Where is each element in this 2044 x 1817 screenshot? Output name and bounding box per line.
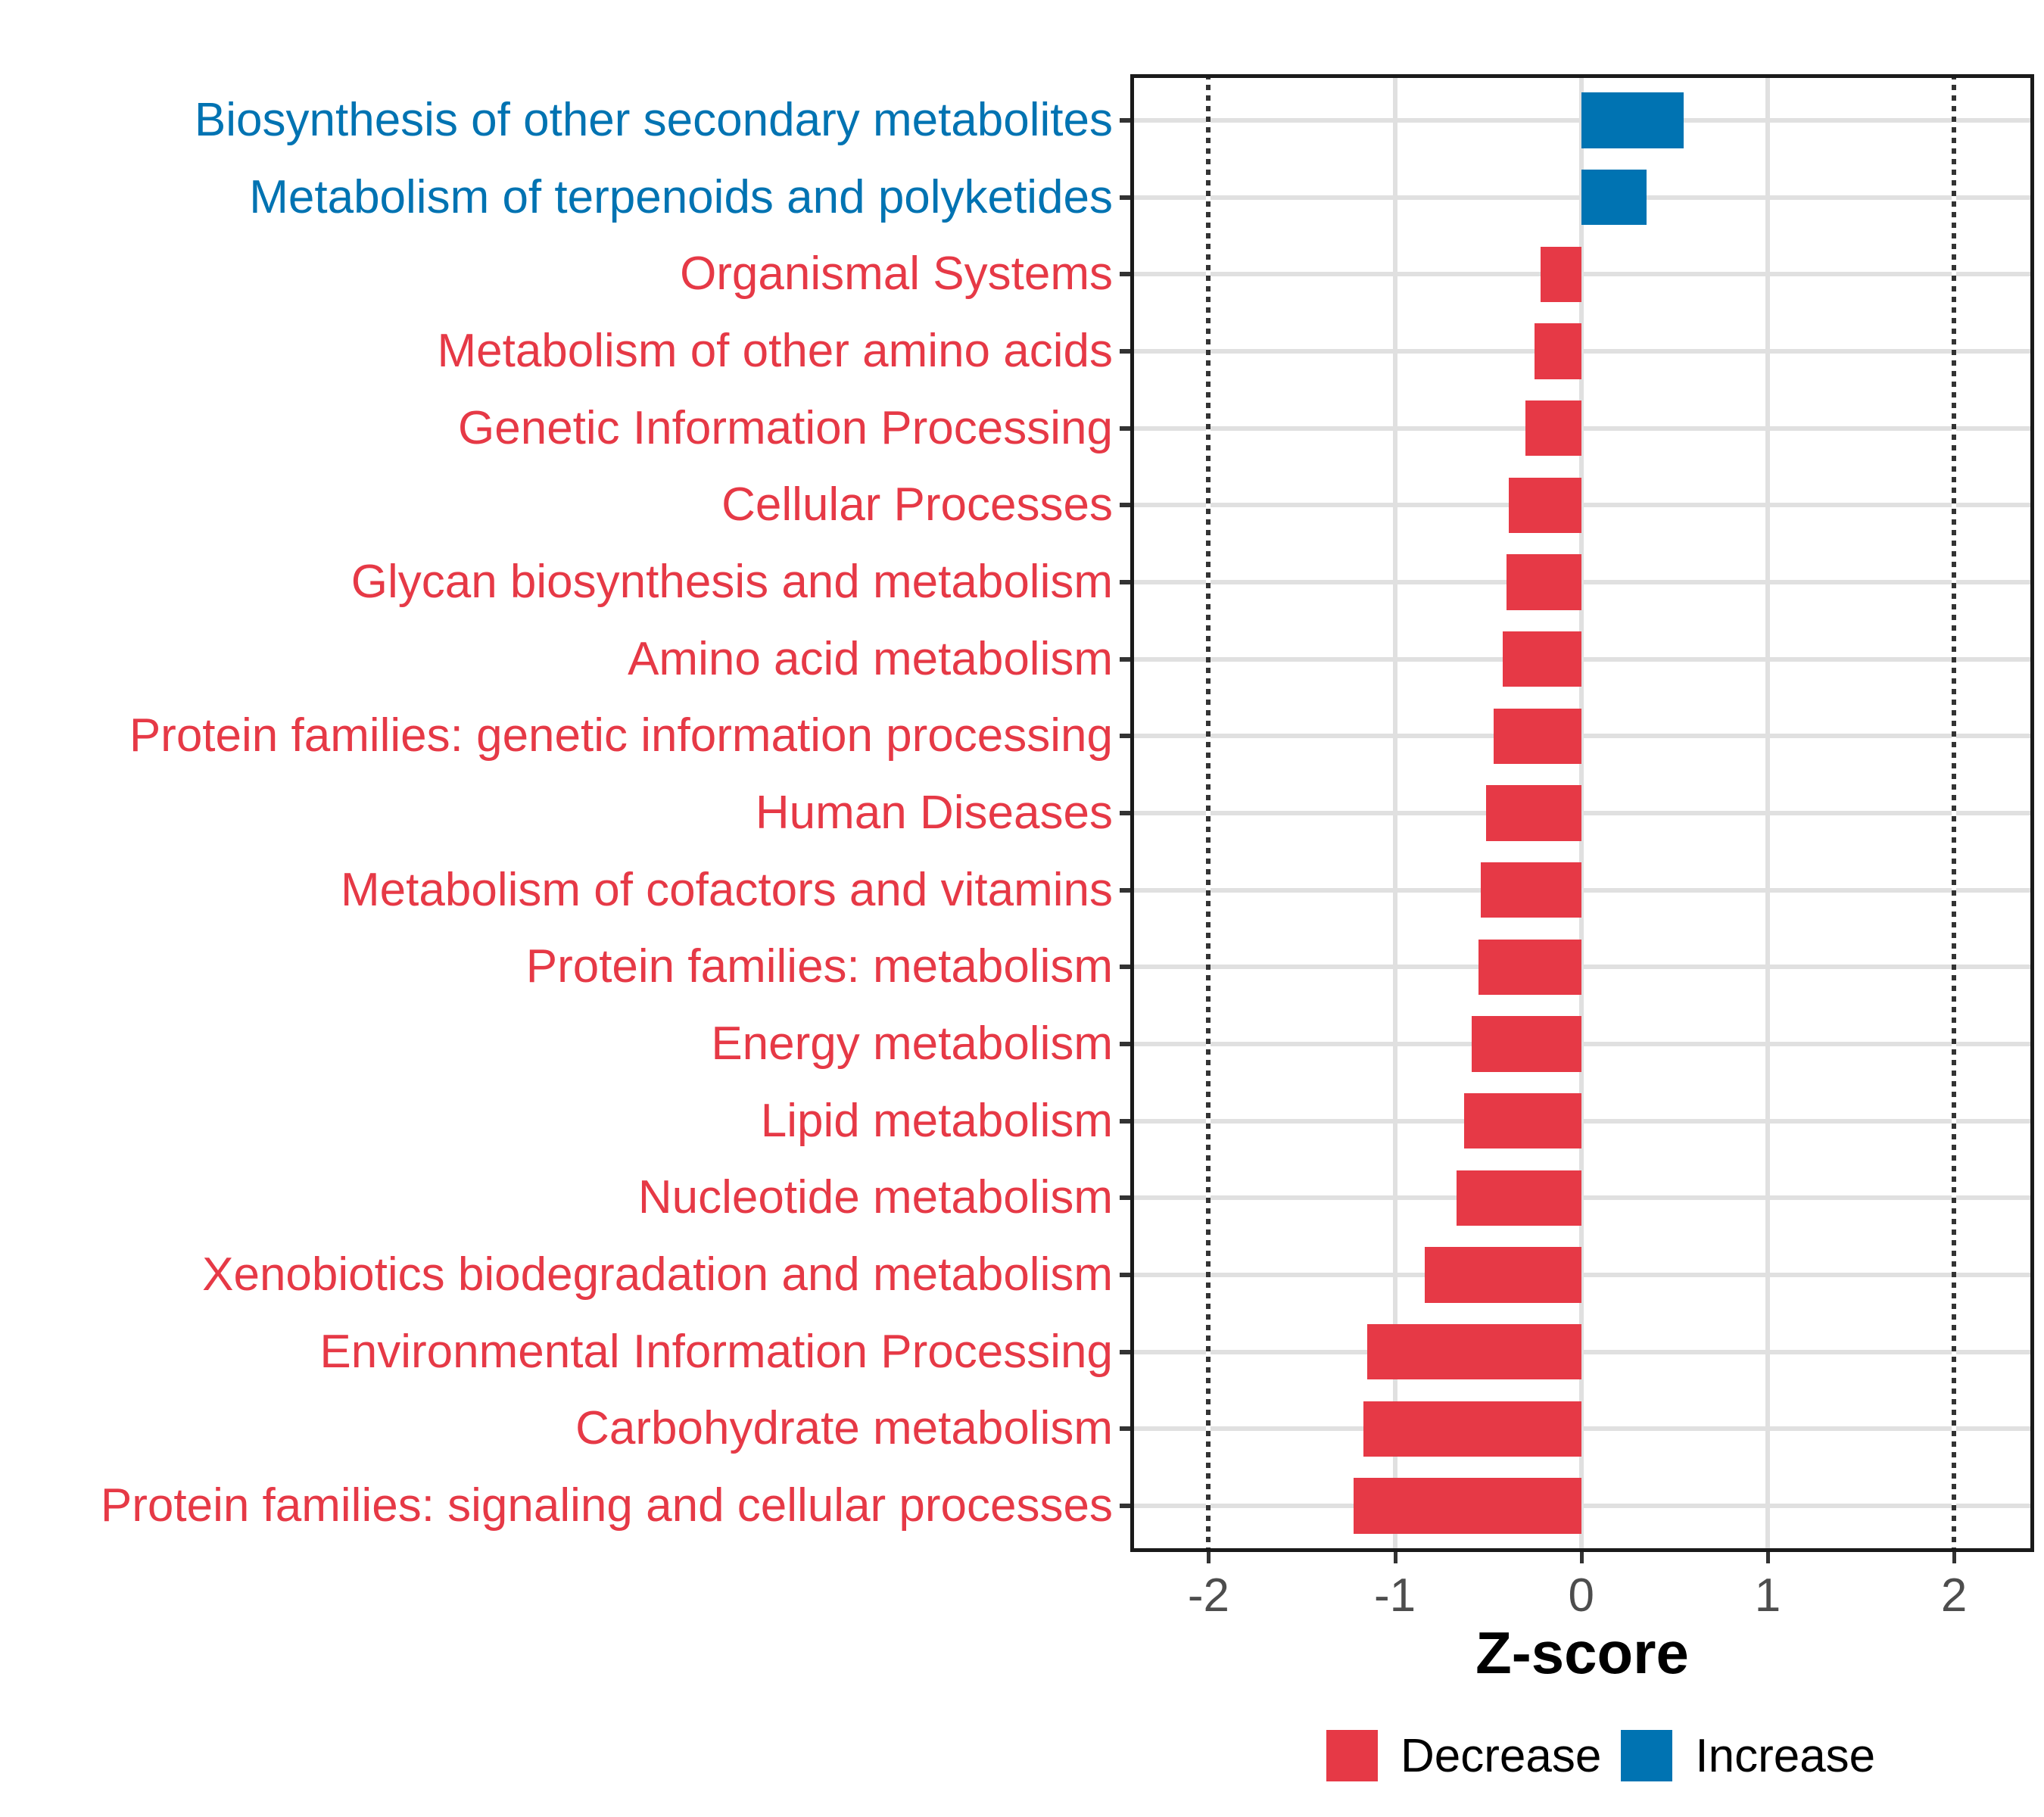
legend bbox=[1326, 1730, 1875, 1781]
bar-decrease bbox=[1481, 862, 1581, 918]
y-axis-tick bbox=[1120, 1273, 1130, 1277]
x-axis-tick-label: 1 bbox=[1754, 1569, 1781, 1622]
x-axis-tick bbox=[1952, 1552, 1956, 1563]
x-axis-tick-label: -1 bbox=[1374, 1569, 1416, 1622]
x-axis-tick bbox=[1766, 1552, 1770, 1563]
bar-decrease bbox=[1525, 400, 1581, 456]
y-axis-tick bbox=[1120, 1042, 1130, 1046]
reference-line-dotted bbox=[1206, 74, 1211, 1552]
category-label: Metabolism of cofactors and vitamins bbox=[341, 863, 1113, 916]
y-axis-tick bbox=[1120, 888, 1130, 893]
category-label: Protein families: metabolism bbox=[525, 940, 1113, 993]
category-label: Glycan biosynthesis and metabolism bbox=[351, 556, 1113, 608]
category-label: Protein families: signaling and cellular processes bbox=[100, 1479, 1113, 1532]
y-axis-tick bbox=[1120, 195, 1130, 200]
v-gridline bbox=[1765, 74, 1770, 1552]
y-axis-tick bbox=[1120, 1350, 1130, 1354]
category-label: Environmental Information Processing bbox=[319, 1325, 1113, 1378]
category-label: Metabolism of terpenoids and polyketides bbox=[249, 170, 1113, 223]
category-label: Cellular Processes bbox=[721, 478, 1113, 531]
y-axis-tick bbox=[1120, 1119, 1130, 1124]
legend-swatch-increase-icon bbox=[1621, 1730, 1672, 1781]
bar-increase bbox=[1581, 170, 1647, 225]
x-axis-tick-label: 0 bbox=[1568, 1569, 1595, 1622]
bar-decrease bbox=[1363, 1401, 1581, 1457]
category-label: Nucleotide metabolism bbox=[637, 1171, 1113, 1224]
legend-item-increase bbox=[1621, 1729, 1875, 1783]
legend-label-decrease: Decrease bbox=[1401, 1729, 1602, 1782]
x-axis-tick bbox=[1580, 1552, 1584, 1563]
y-axis-tick bbox=[1120, 1426, 1130, 1431]
bar-decrease bbox=[1367, 1324, 1581, 1379]
x-axis-tick-label: 2 bbox=[1940, 1569, 1968, 1622]
bar-decrease bbox=[1464, 1093, 1581, 1148]
category-label: Protein families: genetic information processing bbox=[129, 709, 1113, 762]
bar-decrease bbox=[1494, 709, 1581, 764]
bar-decrease bbox=[1486, 785, 1581, 840]
y-axis-tick bbox=[1120, 426, 1130, 431]
y-axis-tick bbox=[1120, 657, 1130, 662]
bar-increase bbox=[1581, 92, 1684, 148]
category-label: Biosynthesis of other secondary metabolites bbox=[194, 94, 1113, 146]
x-axis-tick bbox=[1394, 1552, 1397, 1563]
x-axis-tick-label: -2 bbox=[1187, 1569, 1229, 1622]
y-axis-tick bbox=[1120, 1195, 1130, 1200]
category-label: Organismal Systems bbox=[680, 248, 1113, 301]
category-label: Amino acid metabolism bbox=[628, 632, 1113, 685]
category-label: Carbohydrate metabolism bbox=[575, 1402, 1113, 1455]
reference-line-dotted bbox=[1952, 74, 1956, 1552]
y-axis-tick bbox=[1120, 965, 1130, 969]
y-axis-tick bbox=[1120, 580, 1130, 584]
y-axis-tick bbox=[1120, 349, 1130, 354]
category-label: Lipid metabolism bbox=[760, 1094, 1113, 1147]
x-axis-tick bbox=[1207, 1552, 1211, 1563]
bar-decrease bbox=[1541, 247, 1581, 302]
bar-decrease bbox=[1503, 631, 1581, 687]
bar-decrease bbox=[1478, 940, 1581, 995]
bar-decrease bbox=[1425, 1247, 1581, 1302]
bar-decrease bbox=[1472, 1016, 1581, 1071]
category-label: Human Diseases bbox=[755, 787, 1113, 839]
y-axis-tick bbox=[1120, 272, 1130, 276]
y-axis-tick bbox=[1120, 1504, 1130, 1508]
category-label: Genetic Information Processing bbox=[458, 401, 1113, 454]
y-axis-tick bbox=[1120, 734, 1130, 738]
legend-swatch-decrease-icon bbox=[1326, 1730, 1378, 1781]
category-label: Energy metabolism bbox=[711, 1018, 1113, 1070]
legend-item-decrease bbox=[1326, 1729, 1601, 1783]
y-axis-tick bbox=[1120, 118, 1130, 123]
bar-decrease bbox=[1457, 1170, 1581, 1226]
bar-decrease bbox=[1507, 554, 1581, 609]
category-label: Metabolism of other amino acids bbox=[437, 325, 1113, 377]
y-axis-tick bbox=[1120, 503, 1130, 507]
y-axis-tick bbox=[1120, 811, 1130, 815]
category-label: Xenobiotics biodegradation and metabolism bbox=[202, 1248, 1113, 1301]
legend-label-increase: Increase bbox=[1695, 1729, 1876, 1782]
bar-decrease bbox=[1535, 323, 1581, 379]
x-axis-title: Z-score bbox=[1475, 1619, 1689, 1686]
bar-decrease bbox=[1354, 1478, 1581, 1533]
bar-decrease bbox=[1509, 478, 1581, 533]
